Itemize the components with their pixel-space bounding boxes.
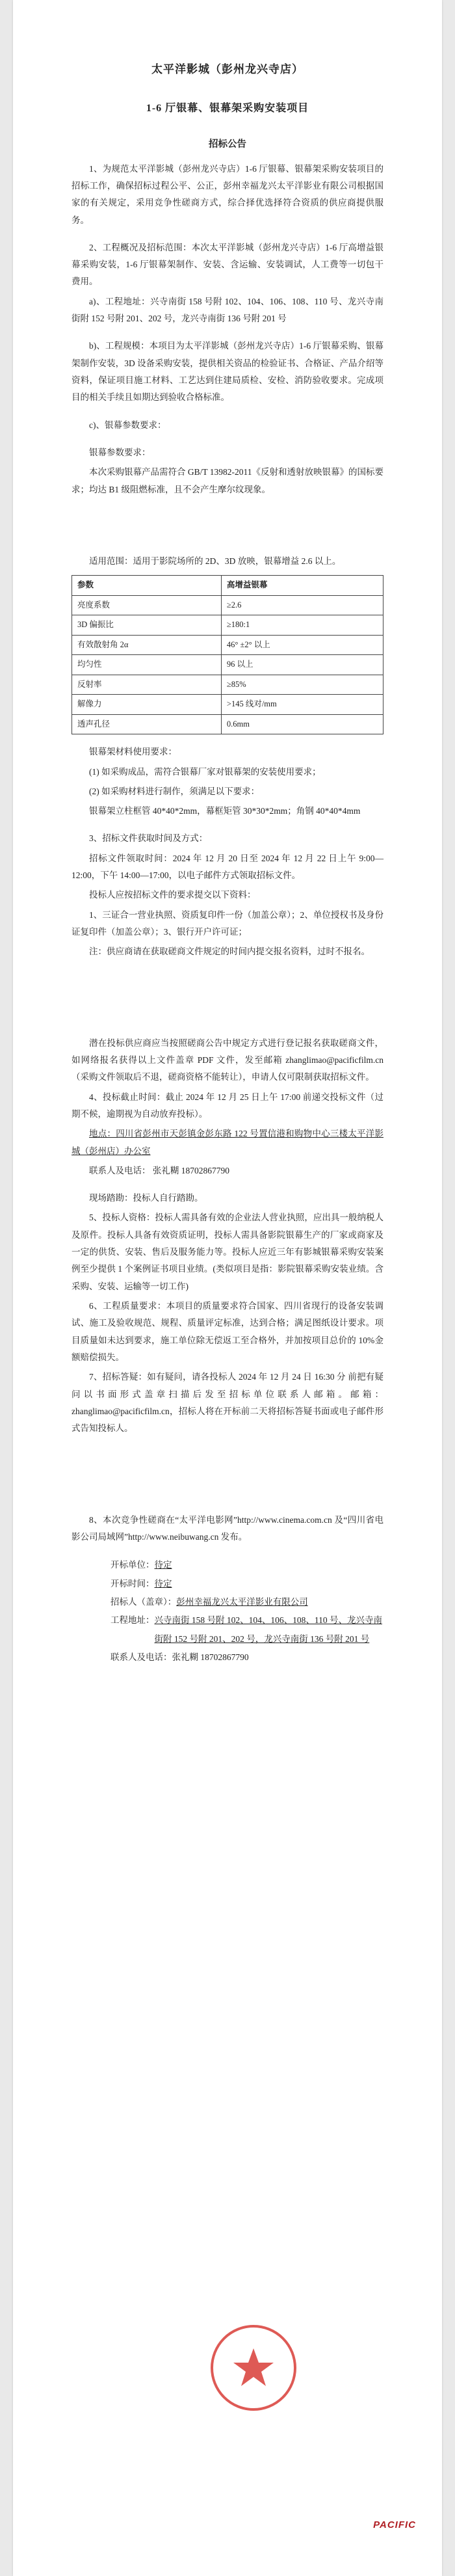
- tenderer-value: 彭州幸福龙兴太平洋影业有限公司: [176, 1596, 308, 1607]
- spec-cell: 反射率: [72, 675, 222, 695]
- spec-table-row: [72, 595, 384, 615]
- section-1: 1、为规范太平洋影城（彭州龙兴寺店）1-6 厅银幕、银幕架采购安装项目的招标工作，确保招标过程公平、公正，彭州幸福龙兴太平洋影业有限公司根据国家的有关规定，采用竞争性磋商方式，综合择优选择符合资质的供应商提供服务。: [72, 163, 384, 225]
- notice-title: 招标公告: [209, 139, 246, 150]
- bid-opening-unit-label: 开标单位：: [110, 1560, 155, 1570]
- required-docs-list: 1、三证合一营业执照、资质复印件一份（加盖公章）；2、单位授权书及身份证复印件（加盖公章）；3、银行开户许可证；: [72, 909, 384, 937]
- spec-cell: 3D 偏振比: [72, 615, 222, 636]
- spec-header-cell: 高增益银幕: [221, 576, 383, 596]
- bid-opening-time-value: 待定: [154, 1578, 172, 1589]
- project-address: a)、工程地址：兴寺南街 158 号附 102、104、106、108、110 号、龙兴寺南街附 152 号附 201、202 号，龙兴寺南街 136 号附 201 号: [72, 296, 384, 324]
- company-seal: [208, 2322, 299, 2413]
- spec-table-row: [72, 615, 384, 636]
- spec-cell: 均匀性: [72, 655, 222, 675]
- bid-location: 地点：四川省彭州市天彭镇金彭东路 122 号置信港和购物中心三楼太平洋影城（彭州店）办公室: [72, 1129, 384, 1156]
- spec-table-row: [72, 675, 384, 695]
- section-2-overview: 2、工程概况及招标范围：本次太平洋影城（彭州龙兴寺店）1-6 厅高增益银幕采购安装，1-6 厅银幕架制作、安装、含运输、安装调试，人工费等一切包干费用。: [72, 242, 384, 287]
- project-title: 1-6 厅银幕、银幕架采购安装项目: [146, 103, 309, 114]
- application-scope: 适用范围：适用于影院场所的 2D、3D 放映，银幕增益 2.6 以上。: [89, 556, 341, 566]
- document-page: [13, 0, 442, 2576]
- contact-info: 联系人及电话： 张礼糊 18702867790: [89, 1165, 229, 1175]
- spec-cell: ≥85%: [221, 675, 383, 695]
- screen-standard: 本次采购银幕产品需符合 GB/T 13982-2011《反射和透射放映银幕》的国标要求；均达 B1 级阻燃标准，且不会产生摩尔纹现象。: [72, 467, 384, 494]
- signature-contact-label: 联系人及电话：: [110, 1652, 172, 1662]
- registration-notice: 潜在投标供应商应当按照磋商公告中规定方式进行登记报名获取磋商文件，如网络报名获得以上文件盖章 PDF 文件，发至邮箱 zhanglimao@pacificfilm.cn（采购文件领取后不退，磋商资格不能转让），申请人仅可限制获取招标文件。: [72, 1038, 384, 1082]
- org-title: 太平洋影城（彭州龙兴寺店）: [151, 63, 304, 75]
- site-value: 兴寺南街 158 号附 102、104、106、108、110 号、龙兴寺南街附 152 号附 201、202 号，龙兴寺南街 136 号附 201 号: [154, 1615, 382, 1644]
- pacific-logo-text: PACIFIC: [373, 2519, 416, 2530]
- spec-table-row: [72, 714, 384, 734]
- spec-table-row: [72, 635, 384, 655]
- bid-q-and-a: 7、招标答疑：如有疑问，请各投标人 2024 年 12 月 24 日 16:30 分 前把有疑问以书面形式盖章扫描后发至招标单位联系人邮箱。邮箱：zhanglimao@pacificfilm.cn，招标人将在开标前二天将招标答疑书面或电子邮件形式告知投标人。: [72, 1372, 384, 1434]
- frame-dimensions: 银幕架立柱框管 40*40*2mm，幕框矩管 30*30*2mm；角钢 40*40*4mm: [89, 806, 361, 816]
- spec-cell: ≥2.6: [221, 595, 383, 615]
- spec-header-cell: 参数: [72, 576, 222, 596]
- bidder-qualification: 5、投标人资格：投标人需具备有效的企业法人营业执照，应出具一般纳税人及原件。投标人具备有效资质证明，投标人需具备影院银幕生产的厂家或商家及一定的供货、安装、售后及服务能力等。投标人应近三年有影城银幕采购安装案例至少提供 1 个案例证书项目业绩。(类似项目是指：影院银幕采购安装业绩。含采购、安装、运输等一切工作): [72, 1213, 384, 1291]
- pacific-logo: [373, 2520, 416, 2531]
- frame-material-heading: 银幕架材料使用要求：: [89, 747, 177, 757]
- signature-contact-value: 张礼糊 18702867790: [172, 1652, 249, 1662]
- project-scale: b)、工程规模：本项目为太平洋影城（彭州龙兴寺店）1-6 厅银幕采购、银幕架制作安装，3D 设备采购安装，提供相关资品的检验证书、合格证、产品介绍等资料，保证项目施工材料、工艺达到住建局质检、安检、消防验收要求。完成项目的相关手续且如期达到验收合格标准。: [72, 341, 384, 403]
- frame-requirement-1: (1) 如采购成品，需符合银幕厂家对银幕架的安装使用要求；: [89, 766, 321, 777]
- signature-block: [72, 1556, 384, 1667]
- frame-requirement-2: (2) 如采购材料进行制作，须满足以下要求：: [89, 786, 260, 796]
- spec-table: [72, 575, 384, 734]
- spec-table-row: [72, 655, 384, 675]
- quality-requirements: 6、工程质量要求：本项目的质量要求符合国家、四川省现行的设备安装调试、施工及验收规范、规程、质量评定标准，达到合格；满足图纸设计要求。项目质量如未达到要求，施工单位除无偿返工至合格外，并加按项目总价的 10%金额赔偿损失。: [72, 1301, 384, 1362]
- spec-cell: >145 线对/mm: [221, 695, 383, 715]
- spec-cell: 0.6mm: [221, 714, 383, 734]
- spec-cell: ≥180:1: [221, 615, 383, 636]
- spec-cell: 有效散射角 2α: [72, 635, 222, 655]
- site-survey: 现场踏勘：投标人自行踏勘。: [89, 1193, 203, 1203]
- spec-cell: 46° ±2° 以上: [221, 635, 383, 655]
- site-label: 工程地址：: [110, 1615, 155, 1626]
- spec-table-header: [72, 576, 384, 596]
- section-3-heading: 3、招标文件获取时间及方式：: [89, 833, 208, 844]
- tenderer-label: 招标人（盖章）：: [110, 1596, 177, 1607]
- spec-cell: 亮度系数: [72, 595, 222, 615]
- bid-opening-unit-value: 待定: [154, 1560, 172, 1570]
- bid-deadline: 4、投标截止时间：截止 2024 年 12 月 25 日上午 17:00 前递交投标文件（过期不候，逾期视为自动放弃投标）。: [72, 1092, 384, 1119]
- spec-cell: 透声孔径: [72, 714, 222, 734]
- spec-table-row: [72, 695, 384, 715]
- required-docs-note: 注：供应商请在获取磋商文件规定的时间内提交报名资料，过时不报名。: [89, 946, 370, 957]
- bid-opening-time-label: 开标时间：: [110, 1578, 155, 1589]
- publication-notice: 8、本次竞争性磋商在“太平洋电影网”http://www.cinema.com.cn 及“四川省电影公司局域网”http://www.neibuwang.cn 发布。: [72, 1514, 384, 1542]
- document-collection-time: 招标文件领取时间：2024 年 12 月 20 日至 2024 年 12 月 22 日上午 9:00—12:00，下午 14:00—17:00，以电子邮件方式领取招标文件。: [72, 853, 384, 881]
- required-docs-intro: 投标人应按招标文件的要求提交以下资料：: [89, 890, 256, 900]
- screen-params-heading: c)、银幕参数要求：: [89, 420, 166, 430]
- spec-cell: 解像力: [72, 695, 222, 715]
- screen-params-subheading: 银幕参数要求：: [89, 447, 151, 457]
- spec-cell: 96 以上: [221, 655, 383, 675]
